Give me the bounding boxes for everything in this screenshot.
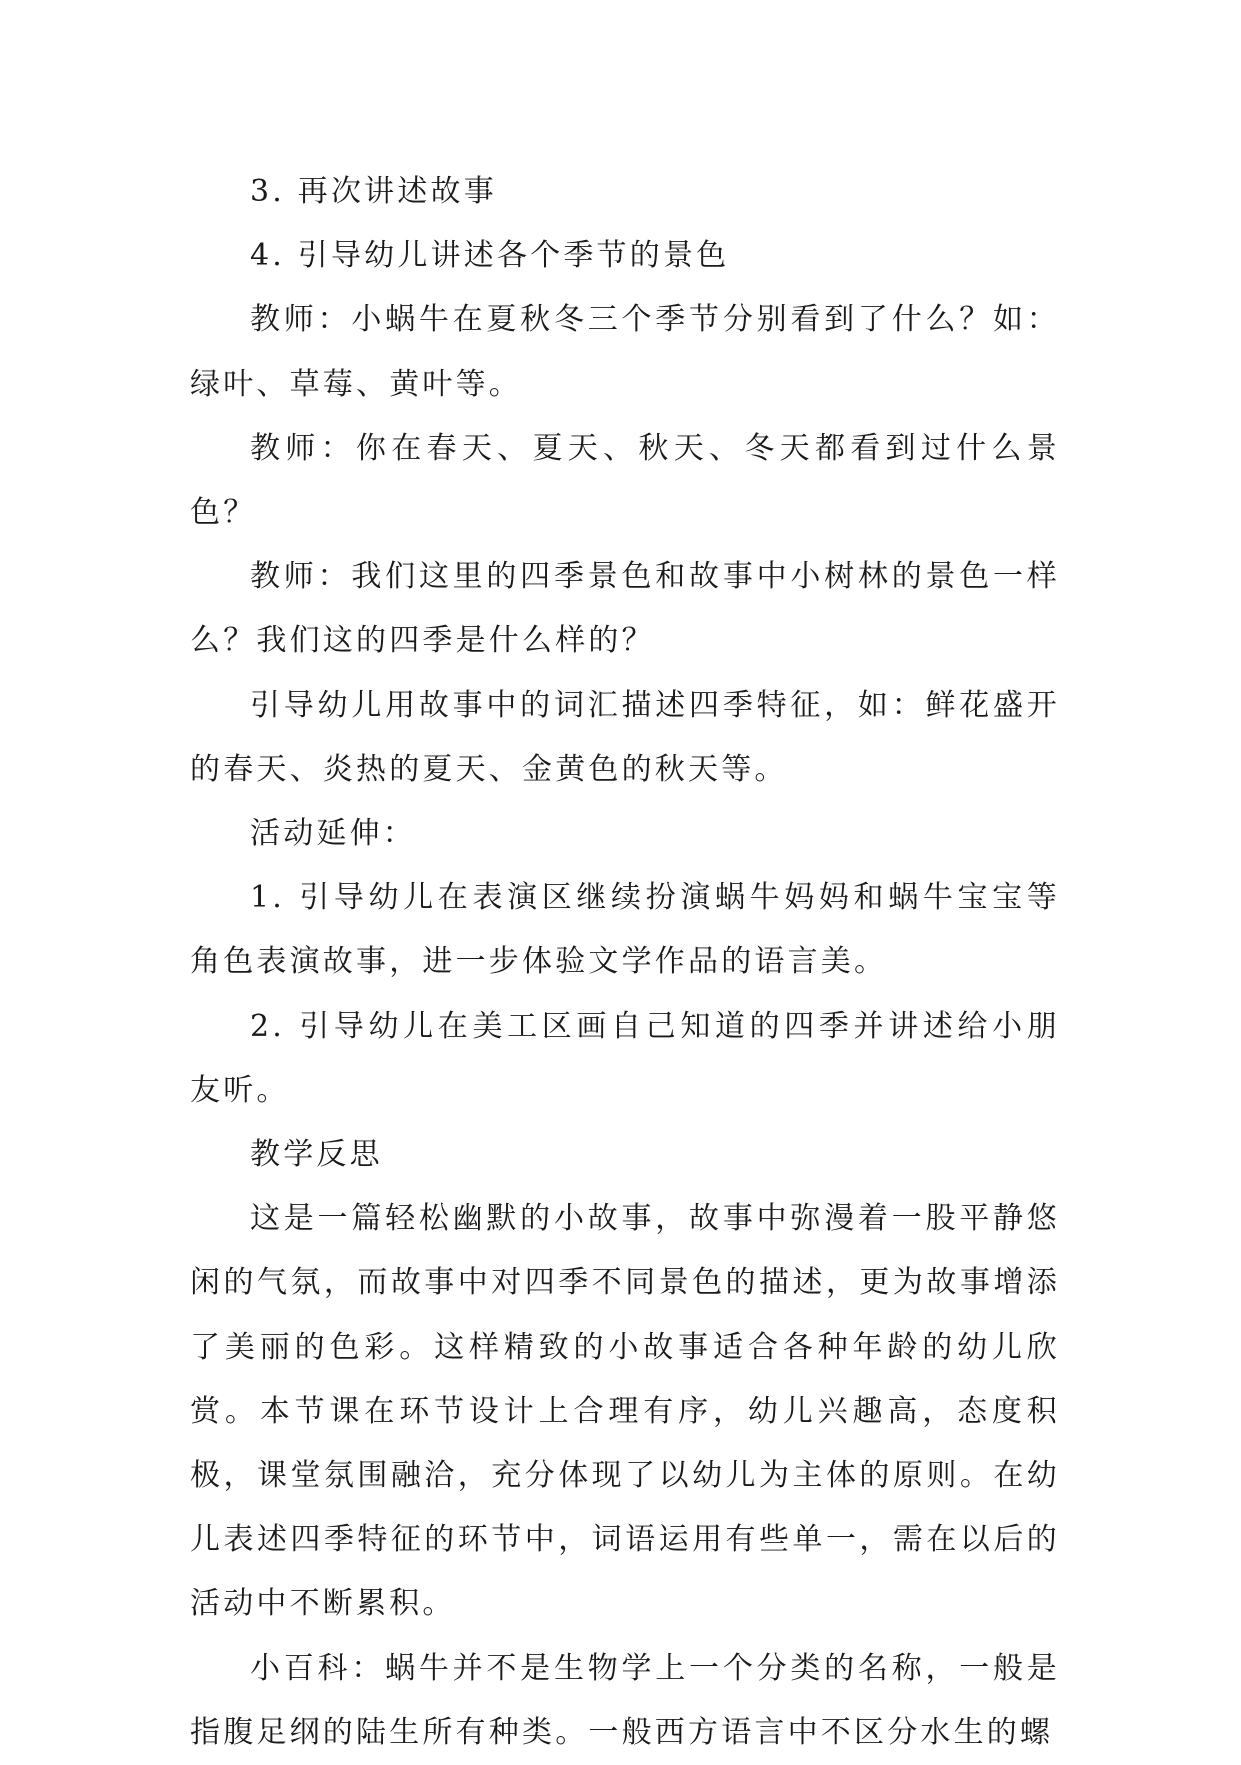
paragraph-extension-2: 2. 引导幼儿在美工区画自己知道的四季并讲述给小朋友听。 [190, 1008, 1060, 1108]
paragraph-teacher-question-2: 教师：你在春天、夏天、秋天、冬天都看到过什么景色？ [190, 430, 1060, 531]
paragraph-step-3: 3. 再次讲述故事 [250, 174, 497, 209]
paragraph-teacher-question-1: 教师：小蜗牛在夏秋冬三个季节分别看到了什么？如：绿叶、草莓、黄叶等。 [190, 302, 1060, 402]
paragraph-guidance: 引导幼儿用故事中的词汇描述四季特征，如：鲜花盛开的春天、炎热的夏天、金黄色的秋天等。 [190, 687, 1060, 787]
heading-activity-extension: 活动延伸： [250, 816, 416, 852]
paragraph-teacher-question-3: 教师：我们这里的四季景色和故事中小树林的景色一样么？我们这的四季是什么样的？ [190, 559, 1060, 659]
paragraph-reflection: 这是一篇轻松幽默的小故事，故事中弥漫着一股平静悠闲的气氛，而故事中对四季不同景色的描述，更为故事增添了美丽的色彩。这样精致的小故事适合各种年龄的幼儿欣赏。本节课在环节设计上合理有序，幼儿兴趣高，态度积极，课堂氛围融洽，充分体现了以幼儿为主体的原则。在幼儿表述四季特征的环节中，词语运用有些单一，需在以后的活动中不断累积。 [190, 1201, 1060, 1622]
heading-teaching-reflection: 教学反思 [250, 1137, 383, 1173]
paragraph-step-4: 4. 引导幼儿讲述各个季节的景色 [250, 238, 730, 274]
document-body [190, 160, 1060, 1765]
paragraph-extension-1: 1. 引导幼儿在表演区继续扮演蜗牛妈妈和蜗牛宝宝等角色表演故事，进一步体验文学作品的语言美。 [190, 880, 1060, 980]
paragraph-encyclopedia: 小百科：蜗牛并不是生物学上一个分类的名称，一般是指腹足纲的陆生所有种类。一般西方语言中不区分水生的螺 [190, 1650, 1060, 1750]
